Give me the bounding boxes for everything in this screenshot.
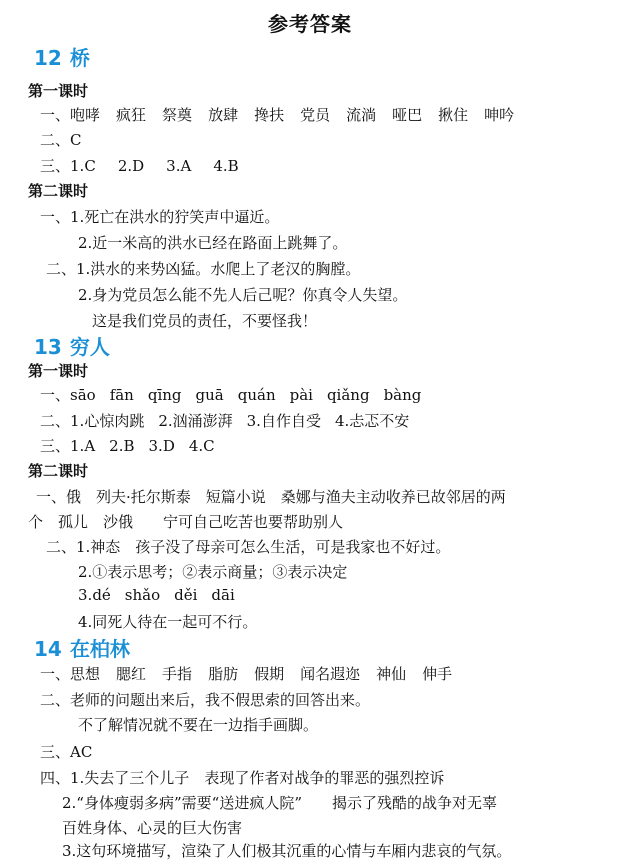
answer-pinyin: shǎo bbox=[124, 586, 161, 604]
answer-word: 咆哮 bbox=[70, 106, 101, 124]
answer-choice: 4.B bbox=[213, 157, 239, 175]
answer-word: 哑巴 bbox=[392, 106, 423, 124]
lesson-12-q2: 二、C bbox=[40, 131, 82, 149]
answer-pinyin: pài bbox=[289, 386, 313, 404]
answer-word: 闻名遐迩 bbox=[300, 665, 361, 683]
lesson-13-q3 bbox=[40, 435, 215, 456]
lesson-12-period-1: 第一课时 bbox=[28, 82, 89, 100]
answer-pinyin: guā bbox=[195, 386, 224, 404]
lesson-13-p2-q2-2: 2.①表示思考；②表示商量；③表示决定 bbox=[78, 563, 348, 581]
answer-choice: 4.C bbox=[188, 437, 215, 455]
answer-word: 搀扶 bbox=[254, 106, 285, 124]
lesson-12-q1 bbox=[40, 104, 514, 125]
choice-list bbox=[70, 157, 239, 175]
answer-pinyin: quán bbox=[237, 386, 276, 404]
answer-pinyin: dé bbox=[92, 586, 111, 604]
answer-idiom: 4.忐忑不安 bbox=[334, 412, 410, 430]
lesson-13-period-2: 第二课时 bbox=[28, 462, 89, 480]
lesson-12-period-2: 第二课时 bbox=[28, 182, 89, 200]
lesson-12-q3 bbox=[40, 155, 239, 176]
pinyin-list bbox=[92, 586, 234, 604]
answer-choice: 1.A bbox=[70, 437, 96, 455]
lesson-12-p2-q2-2: 2.身为党员怎么能不先人后己呢？你真令人失望。 bbox=[78, 286, 408, 304]
lesson-14-q4-4: 3.这句环境描写，渲染了人们极其沉重的心情与车厢内悲哀的气氛。 bbox=[62, 842, 512, 860]
lesson-13-p2-q1-1: 一、俄 列夫·托尔斯泰 短篇小说 桑娜与渔夫主动收养已故邻居的两 bbox=[36, 488, 506, 506]
answer-word: 呻吟 bbox=[484, 106, 515, 124]
answer-word: 思想 bbox=[70, 665, 101, 683]
lesson-14-q2-2: 不了解情况就不要在一边指手画脚。 bbox=[78, 716, 319, 734]
lesson-13-p2-q2-3 bbox=[78, 586, 235, 604]
answer-idiom: 1.心惊肉跳 bbox=[70, 412, 145, 430]
idiom-list bbox=[70, 410, 409, 431]
answer-choice: 3.A bbox=[166, 157, 192, 175]
lesson-14-q3: 三、AC bbox=[40, 743, 93, 761]
lesson-13-period-1: 第一课时 bbox=[28, 362, 89, 380]
lesson-14-q4-1: 四、1.失去了三个儿子 表现了作者对战争的罪恶的强烈控诉 bbox=[40, 769, 445, 787]
answer-word: 揪住 bbox=[438, 106, 469, 124]
lesson-14-q4-2: 2.“身体瘦弱多病”需要“送进疯人院” 揭示了残酷的战争对无辜 bbox=[62, 794, 497, 812]
answer-word: 手指 bbox=[162, 665, 193, 683]
word-list bbox=[70, 663, 452, 684]
answer-word: 疯狂 bbox=[116, 106, 147, 124]
lesson-name: 穷人 bbox=[69, 335, 110, 359]
answer-word: 腮红 bbox=[116, 665, 147, 683]
word-list bbox=[70, 104, 514, 125]
lesson-number: 14 bbox=[34, 637, 62, 661]
pinyin-list bbox=[70, 386, 421, 404]
question-label: 一、 bbox=[40, 386, 71, 404]
answer-word: 放肆 bbox=[208, 106, 239, 124]
answer-choice: 1.C bbox=[70, 157, 96, 175]
lesson-13-heading bbox=[34, 331, 110, 360]
question-label: 一、 bbox=[40, 665, 71, 683]
lesson-13-q1 bbox=[40, 384, 421, 405]
lesson-14-q4-3: 百姓身体、心灵的巨大伤害 bbox=[62, 819, 243, 837]
lesson-13-p2-q2-4: 4.同死人待在一起可不行。 bbox=[78, 613, 258, 631]
answer-word: 党员 bbox=[300, 106, 331, 124]
answer-pinyin: dāi bbox=[211, 586, 235, 604]
answer-pinyin: děi bbox=[174, 586, 198, 604]
lesson-number: 13 bbox=[34, 335, 62, 359]
answer-word: 假期 bbox=[254, 665, 285, 683]
answer-pinyin: qīng bbox=[147, 386, 182, 404]
lesson-name: 桥 bbox=[69, 46, 90, 70]
question-label: 三、 bbox=[40, 157, 71, 175]
lesson-12-heading bbox=[34, 42, 90, 71]
lesson-12-p2-q2-1: 二、1.洪水的来势凶猛。水爬上了老汉的胸膛。 bbox=[46, 260, 361, 278]
question-label: 三、 bbox=[40, 437, 71, 455]
question-label: 二、 bbox=[40, 412, 71, 430]
lesson-13-p2-q2-1: 二、1.神态 孩子没了母亲可怎么生活，可是我家也不好过。 bbox=[46, 538, 451, 556]
lesson-12-p2-q1-2: 2.近一米高的洪水已经在路面上跳舞了。 bbox=[78, 234, 348, 252]
choice-list bbox=[70, 437, 215, 455]
lesson-14-q1 bbox=[40, 663, 452, 684]
answer-word: 祭奠 bbox=[162, 106, 193, 124]
answer-choice: 2.B bbox=[109, 437, 135, 455]
answer-pinyin: qiǎng bbox=[326, 386, 370, 404]
lesson-number: 12 bbox=[34, 46, 62, 70]
lesson-12-p2-q2-3: 这是我们党员的责任，不要怪我！ bbox=[92, 312, 318, 330]
lesson-12-p2-q1-1: 一、1.死亡在洪水的狞笑声中逼近。 bbox=[40, 208, 280, 226]
answer-idiom: 3.自作自受 bbox=[246, 412, 321, 430]
lesson-14-heading bbox=[34, 633, 130, 662]
item-label: 3. bbox=[78, 586, 93, 604]
answer-word: 伸手 bbox=[422, 665, 453, 683]
answer-pinyin: sāo bbox=[70, 386, 96, 404]
answer-choice: 3.D bbox=[148, 437, 175, 455]
page-title: 参考答案 bbox=[268, 12, 352, 36]
lesson-13-q2 bbox=[40, 410, 409, 431]
lesson-13-p2-q1-2: 个 孤儿 沙俄 宁可自己吃苦也要帮助别人 bbox=[28, 513, 344, 531]
answer-pinyin: fān bbox=[109, 386, 134, 404]
answer-choice: 2.D bbox=[117, 157, 145, 175]
lesson-14-q2-1: 二、老师的问题出来后，我不假思索的回答出来。 bbox=[40, 691, 371, 709]
question-label: 一、 bbox=[40, 106, 71, 124]
answer-pinyin: bàng bbox=[383, 386, 422, 404]
answer-idiom: 2.汹涌澎湃 bbox=[158, 412, 233, 430]
answer-word: 流淌 bbox=[346, 106, 377, 124]
answer-word: 神仙 bbox=[376, 665, 407, 683]
lesson-name: 在柏林 bbox=[69, 637, 130, 661]
answer-word: 脂肪 bbox=[208, 665, 239, 683]
